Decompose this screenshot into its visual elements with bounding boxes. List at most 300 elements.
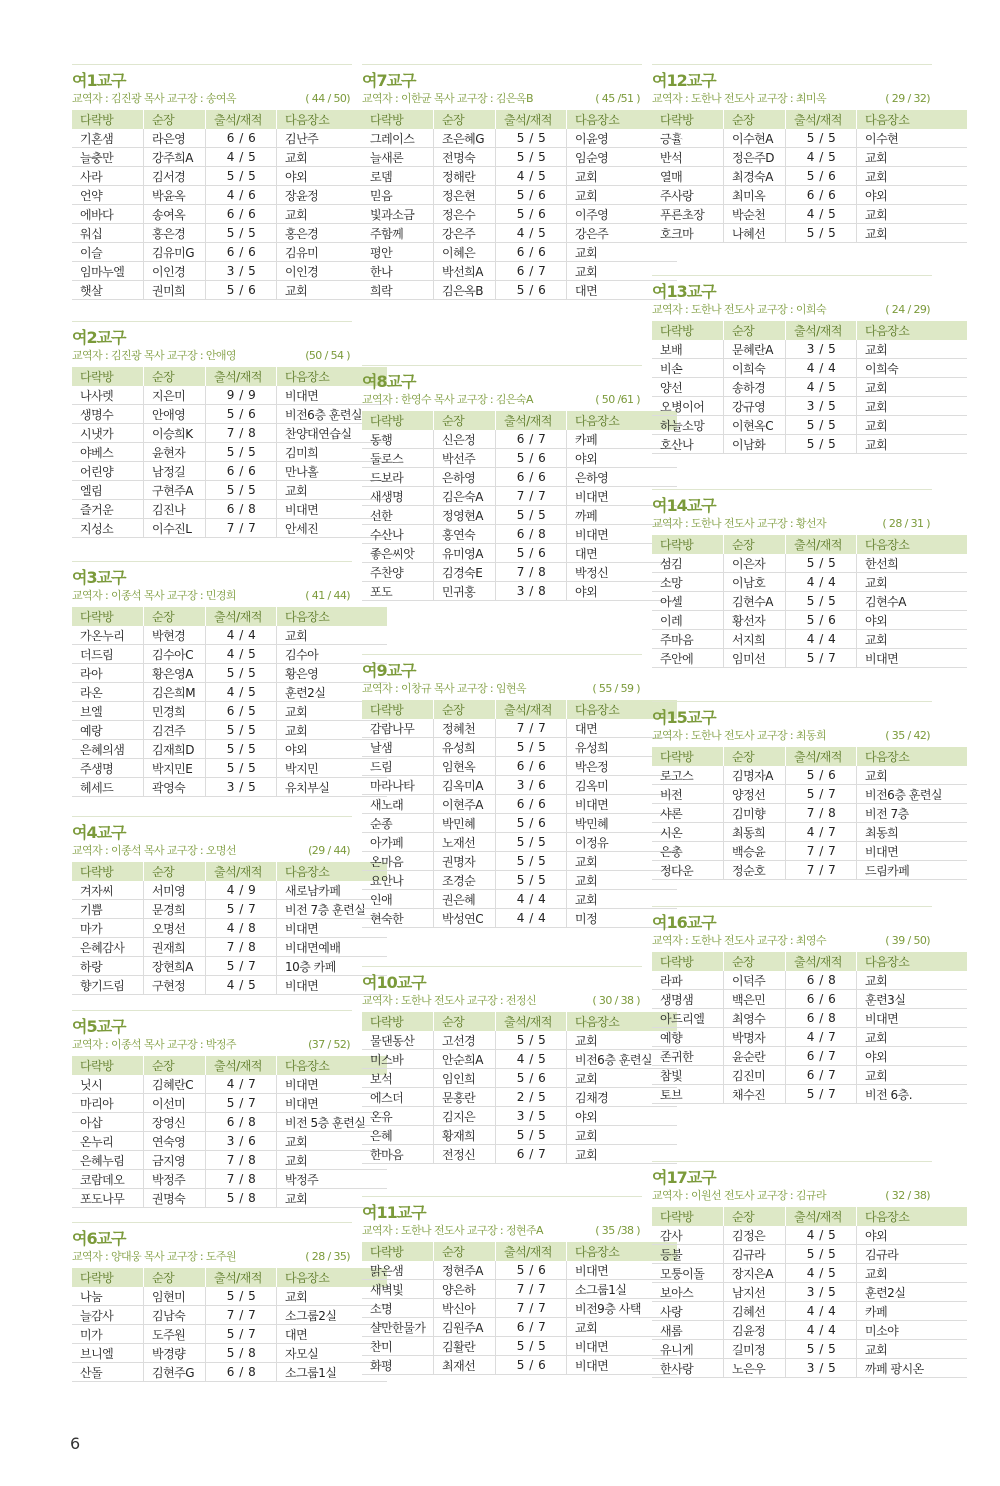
next-place-cell: 야외 (567, 1107, 678, 1126)
column-header: 순장 (434, 110, 496, 129)
leader-cell: 김정은 (724, 1226, 786, 1245)
attendance-cell: 4 / 5 (786, 378, 857, 397)
attendance-cell: 4 / 4 (786, 1302, 857, 1321)
district-block (652, 906, 932, 1104)
leader-cell: 홍은경 (144, 224, 206, 243)
table-row (72, 778, 387, 797)
group-name-cell: 마라나타 (362, 776, 434, 795)
group-name-cell: 사라 (72, 167, 144, 186)
group-name-cell: 선한 (362, 506, 434, 525)
divider (72, 1222, 352, 1223)
district-staff: 교역자 : 이종석 목사 교구장 : 오명선 (72, 844, 236, 857)
leader-cell: 유성희 (434, 738, 496, 757)
next-place-cell: 교회 (857, 397, 968, 416)
attendance-cell: 5 / 5 (206, 167, 277, 186)
district-info (652, 1189, 932, 1203)
district-staff: 교역자 : 이종석 목사 교구장 : 민경희 (72, 589, 236, 602)
leader-cell: 박선희A (434, 262, 496, 281)
district-table (362, 1242, 677, 1375)
group-name-cell: 온누리 (72, 1132, 144, 1151)
attendance-cell: 5 / 5 (496, 833, 567, 852)
next-place-cell: 은하영 (567, 468, 678, 487)
attendance-cell: 5 / 5 (496, 129, 567, 148)
next-place-cell: 황은영 (277, 664, 388, 683)
group-name-cell: 산돌 (72, 1363, 144, 1382)
leader-cell: 박선주 (434, 449, 496, 468)
column-header: 다락방 (652, 747, 724, 766)
next-place-cell: 교회 (857, 1340, 968, 1359)
group-name-cell: 유니게 (652, 1340, 724, 1359)
leader-cell: 이남화 (724, 435, 786, 454)
column-header: 순장 (434, 1242, 496, 1261)
table-row (362, 1318, 677, 1337)
group-name-cell: 햇살 (72, 281, 144, 300)
column-header: 다음장소 (857, 952, 968, 971)
district-info (72, 844, 352, 858)
table-row (652, 1028, 967, 1047)
leader-cell: 김은숙A (434, 487, 496, 506)
table-row (652, 359, 967, 378)
group-name-cell: 한마음 (362, 1145, 434, 1164)
column-header: 순장 (724, 952, 786, 971)
leader-cell: 이덕주 (724, 971, 786, 990)
group-name-cell: 소명 (362, 1299, 434, 1318)
leader-cell: 박민혜 (434, 814, 496, 833)
district-staff: 교역자 : 양대웅 목사 교구장 : 도주원 (72, 1250, 236, 1263)
next-place-cell: 안세진 (277, 519, 388, 538)
next-place-cell: 훈련2실 (277, 683, 388, 702)
next-place-cell: 김미희 (277, 443, 388, 462)
table-row (72, 721, 387, 740)
next-place-cell: 교회 (277, 148, 388, 167)
group-name-cell: 코람데오 (72, 1170, 144, 1189)
group-name-cell: 한나 (362, 262, 434, 281)
attendance-cell: 6 / 6 (206, 129, 277, 148)
district-block (72, 816, 366, 995)
column-header: 출석/재적 (496, 110, 567, 129)
leader-cell: 이선미 (144, 1094, 206, 1113)
group-name-cell: 아삽 (72, 1113, 144, 1132)
table-row (652, 573, 967, 592)
table-row (72, 645, 387, 664)
group-name-cell: 주안에 (652, 649, 724, 668)
group-name-cell: 지성소 (72, 519, 144, 538)
group-name-cell: 사랑 (652, 1302, 724, 1321)
district-block (362, 1196, 642, 1375)
attendance-ratio: ( 55 / 59 ) (592, 682, 640, 695)
attendance-cell: 5 / 8 (206, 1344, 277, 1363)
district-title: 여3교구 (72, 568, 126, 587)
leader-cell: 이현주A (434, 795, 496, 814)
next-place-cell: 소그룹1실 (567, 1280, 678, 1299)
leader-cell: 김진미 (724, 1066, 786, 1085)
attendance-cell: 6 / 5 (206, 702, 277, 721)
leader-cell: 박윤옥 (144, 186, 206, 205)
district-table (652, 535, 967, 668)
divider (72, 816, 352, 817)
next-place-cell: 대면 (567, 719, 678, 738)
table-row (652, 611, 967, 630)
district-block (652, 701, 943, 880)
next-place-cell: 교회 (567, 243, 678, 262)
leader-cell: 민경희 (144, 702, 206, 721)
divider (362, 64, 642, 65)
attendance-cell: 5 / 5 (206, 721, 277, 740)
attendance-cell: 4 / 5 (786, 1226, 857, 1245)
table-row (362, 1299, 677, 1318)
leader-cell: 김수아C (144, 645, 206, 664)
leader-cell: 김재희D (144, 740, 206, 759)
next-place-cell: 야외 (857, 186, 968, 205)
next-place-cell: 까페 (567, 506, 678, 525)
table-row (652, 129, 967, 148)
group-name-cell: 믿음 (362, 186, 434, 205)
next-place-cell: 비전 7층 훈련실 (277, 900, 388, 919)
attendance-ratio: ( 39 / 50) (885, 934, 930, 947)
leader-cell: 정영현A (434, 506, 496, 525)
attendance-ratio: ( 28 / 35) (305, 1250, 350, 1263)
district-title: 여16교구 (652, 913, 716, 932)
attendance-cell: 7 / 7 (786, 861, 857, 880)
leader-cell: 전명숙 (434, 148, 496, 167)
attendance-cell: 5 / 5 (206, 224, 277, 243)
next-place-cell: 교회 (857, 1066, 968, 1085)
leader-cell: 박현경 (144, 626, 206, 645)
table-row (362, 563, 677, 582)
next-place-cell: 박은정 (567, 757, 678, 776)
leader-cell: 백은민 (724, 990, 786, 1009)
next-place-cell: 교회 (857, 435, 968, 454)
next-place-cell: 야외 (567, 582, 678, 601)
attendance-cell: 3 / 5 (786, 397, 857, 416)
district-staff: 교역자 : 이종석 목사 교구장 : 박정주 (72, 1038, 236, 1051)
next-place-cell: 카페 (567, 430, 678, 449)
group-name-cell: 임마누엘 (72, 262, 144, 281)
group-name-cell: 미가 (72, 1325, 144, 1344)
column-header: 출석/재적 (206, 607, 277, 626)
divider (652, 275, 932, 276)
attendance-ratio: ( 29 / 32) (885, 92, 930, 105)
group-name-cell: 나눔 (72, 1287, 144, 1306)
group-name-cell: 샤론 (652, 804, 724, 823)
column-header: 다락방 (652, 535, 724, 554)
next-place-cell: 교회 (567, 890, 678, 909)
next-place-cell: 박정신 (567, 563, 678, 582)
attendance-cell: 4 / 7 (206, 1075, 277, 1094)
next-place-cell: 비대면 (857, 842, 968, 861)
attendance-cell: 5 / 8 (206, 1189, 277, 1208)
next-place-cell: 교회 (567, 1126, 678, 1145)
column-header: 다음장소 (277, 862, 388, 881)
leader-cell: 박지민E (144, 759, 206, 778)
column-header: 순장 (724, 1207, 786, 1226)
leader-cell: 오명선 (144, 919, 206, 938)
attendance-cell: 9 / 9 (206, 386, 277, 405)
divider (362, 1196, 642, 1197)
attendance-cell: 5 / 6 (496, 1261, 567, 1280)
leader-cell: 고선경 (434, 1031, 496, 1050)
table-header (362, 1012, 677, 1031)
district-table (72, 1268, 387, 1382)
column-header: 순장 (144, 1056, 206, 1075)
table-row (72, 759, 387, 778)
column-header: 다락방 (652, 110, 724, 129)
leader-cell: 권재희 (144, 938, 206, 957)
table-header (72, 607, 387, 626)
attendance-cell: 5 / 7 (786, 785, 857, 804)
leader-cell: 구현정 (144, 976, 206, 995)
next-place-cell: 교회 (857, 167, 968, 186)
leader-cell: 권미희 (144, 281, 206, 300)
table-row (362, 1145, 677, 1164)
group-name-cell: 마리아 (72, 1094, 144, 1113)
attendance-cell: 5 / 6 (496, 281, 567, 300)
district-table (72, 1056, 387, 1208)
table-row (652, 1226, 967, 1245)
attendance-cell: 6 / 7 (496, 430, 567, 449)
table-row (362, 224, 677, 243)
attendance-cell: 7 / 8 (206, 424, 277, 443)
next-place-cell: 교회 (857, 971, 968, 990)
attendance-cell: 6 / 7 (496, 1318, 567, 1337)
table-row (652, 397, 967, 416)
district-table (362, 110, 677, 300)
table-header (652, 535, 967, 554)
table-row (72, 1363, 387, 1382)
table-row (362, 1126, 677, 1145)
leader-cell: 최동희 (724, 823, 786, 842)
next-place-cell: 김수아 (277, 645, 388, 664)
leader-cell: 연숙영 (144, 1132, 206, 1151)
group-name-cell: 기쁨 (72, 900, 144, 919)
attendance-cell: 4 / 7 (786, 823, 857, 842)
group-name-cell: 에스더 (362, 1088, 434, 1107)
attendance-cell: 5 / 5 (206, 481, 277, 500)
table-row (72, 1113, 387, 1132)
leader-cell: 김윤정 (724, 1321, 786, 1340)
attendance-cell: 6 / 7 (786, 1047, 857, 1066)
column-header: 다음장소 (567, 700, 678, 719)
divider (72, 1010, 352, 1011)
leader-cell: 김현수A (724, 592, 786, 611)
column-header: 순장 (724, 321, 786, 340)
table-row (362, 525, 677, 544)
attendance-cell: 5 / 5 (786, 1245, 857, 1264)
next-place-cell: 박정주 (277, 1170, 388, 1189)
district-info (72, 1250, 352, 1264)
attendance-cell: 6 / 6 (786, 186, 857, 205)
attendance-cell: 6 / 8 (206, 500, 277, 519)
leader-cell: 이현옥C (724, 416, 786, 435)
table-row (72, 262, 387, 281)
leader-cell: 김지은 (434, 1107, 496, 1126)
next-place-cell: 비대면 (277, 919, 388, 938)
column-header: 다음장소 (567, 1242, 678, 1261)
group-name-cell: 소망 (652, 573, 724, 592)
next-place-cell: 교회 (857, 630, 968, 649)
group-name-cell: 포도 (362, 582, 434, 601)
district-staff: 교역자 : 도한나 전도사 교구장 : 이희숙 (652, 303, 826, 316)
district-staff: 교역자 : 김진광 목사 교구장 : 안애영 (72, 349, 236, 362)
next-place-cell: 비전6층 훈련실 (857, 785, 968, 804)
attendance-cell: 4 / 4 (786, 630, 857, 649)
district-info (72, 92, 352, 106)
leader-cell: 민귀홍 (434, 582, 496, 601)
table-header (652, 747, 967, 766)
leader-cell: 박신아 (434, 1299, 496, 1318)
group-name-cell: 에바다 (72, 205, 144, 224)
table-row (72, 1132, 387, 1151)
table-row (652, 842, 967, 861)
next-place-cell: 유성희 (567, 738, 678, 757)
table-header (72, 367, 387, 386)
next-place-cell: 교회 (277, 721, 388, 740)
group-name-cell: 드림 (362, 757, 434, 776)
next-place-cell: 만나홀 (277, 462, 388, 481)
leader-cell: 송하경 (724, 378, 786, 397)
district-info (652, 934, 932, 948)
column-header: 다음장소 (567, 110, 678, 129)
table-row (652, 205, 967, 224)
next-place-cell: 미정 (567, 909, 678, 928)
next-place-cell: 교회 (567, 167, 678, 186)
next-place-cell: 소그룹2실 (277, 1306, 388, 1325)
table-row (72, 957, 387, 976)
next-place-cell: 한선희 (857, 554, 968, 573)
group-name-cell: 주마음 (652, 630, 724, 649)
attendance-cell: 3 / 6 (496, 776, 567, 795)
district-title: 여15교구 (652, 708, 716, 727)
table-row (72, 976, 387, 995)
attendance-cell: 6 / 8 (496, 525, 567, 544)
attendance-cell: 5 / 5 (786, 435, 857, 454)
table-row (72, 919, 387, 938)
column-header: 다음장소 (857, 747, 968, 766)
group-name-cell: 기혼샘 (72, 129, 144, 148)
next-place-cell: 까페 팡시온 (857, 1359, 968, 1378)
district-title: 여5교구 (72, 1017, 126, 1036)
divider (652, 906, 932, 907)
divider (652, 701, 932, 702)
table-header (652, 110, 967, 129)
table-row (652, 224, 967, 243)
next-place-cell: 임순영 (567, 148, 678, 167)
attendance-cell: 4 / 5 (786, 205, 857, 224)
group-name-cell: 생명샘 (652, 990, 724, 1009)
next-place-cell: 최동희 (857, 823, 968, 842)
leader-cell: 구현주A (144, 481, 206, 500)
column-header: 다음장소 (857, 321, 968, 340)
district-staff: 교역자 : 도한나 전도사 교구장 : 최영수 (652, 934, 826, 947)
table-row (652, 148, 967, 167)
group-name-cell: 등불 (652, 1245, 724, 1264)
column-header: 출석/재적 (786, 952, 857, 971)
table-row (72, 186, 387, 205)
leader-cell: 도주원 (144, 1325, 206, 1344)
table-row (652, 1340, 967, 1359)
district-table (72, 110, 387, 300)
leader-cell: 양은하 (434, 1280, 496, 1299)
leader-cell: 이희숙 (724, 359, 786, 378)
attendance-cell: 3 / 5 (206, 778, 277, 797)
district-staff: 교역자 : 이원선 전도사 교구장 : 김규라 (652, 1189, 826, 1202)
attendance-cell: 5 / 6 (496, 186, 567, 205)
group-name-cell: 모퉁이돌 (652, 1264, 724, 1283)
next-place-cell: 교회 (277, 481, 388, 500)
attendance-cell: 6 / 8 (206, 1113, 277, 1132)
next-place-cell: 비전 7층 (857, 804, 968, 823)
group-name-cell: 헤세드 (72, 778, 144, 797)
group-name-cell: 비전 (652, 785, 724, 804)
group-name-cell: 라파 (652, 971, 724, 990)
group-name-cell: 시온 (652, 823, 724, 842)
attendance-cell: 6 / 8 (786, 1009, 857, 1028)
leader-cell: 박명자 (724, 1028, 786, 1047)
group-name-cell: 미스바 (362, 1050, 434, 1069)
attendance-cell: 5 / 5 (496, 1126, 567, 1145)
next-place-cell: 교회 (277, 1189, 388, 1208)
group-name-cell: 보배 (652, 340, 724, 359)
leader-cell: 권은혜 (434, 890, 496, 909)
table-row (362, 487, 677, 506)
next-place-cell: 김유미 (277, 243, 388, 262)
leader-cell: 임현옥 (434, 757, 496, 776)
group-name-cell: 드보라 (362, 468, 434, 487)
attendance-cell: 6 / 6 (496, 757, 567, 776)
table-row (362, 1356, 677, 1375)
group-name-cell: 어린양 (72, 462, 144, 481)
leader-cell: 최경숙A (724, 167, 786, 186)
leader-cell: 이승희K (144, 424, 206, 443)
next-place-cell: 이희숙 (857, 359, 968, 378)
table-row (72, 1287, 387, 1306)
table-row (72, 702, 387, 721)
group-name-cell: 나사렛 (72, 386, 144, 405)
group-name-cell: 아드리엘 (652, 1009, 724, 1028)
table-row (652, 592, 967, 611)
leader-cell: 조은혜G (434, 129, 496, 148)
attendance-cell: 4 / 5 (206, 148, 277, 167)
column-header: 다음장소 (857, 1207, 968, 1226)
attendance-ratio: ( 45 /51 ) (595, 92, 640, 105)
column-header: 다음장소 (567, 411, 678, 430)
table-row (362, 544, 677, 563)
leader-cell: 김혜선 (724, 1302, 786, 1321)
table-row (72, 424, 387, 443)
group-name-cell: 한사랑 (652, 1359, 724, 1378)
table-row (362, 506, 677, 525)
attendance-cell: 5 / 6 (496, 449, 567, 468)
group-name-cell: 보석 (362, 1069, 434, 1088)
attendance-cell: 6 / 6 (206, 243, 277, 262)
attendance-cell: 6 / 8 (206, 1363, 277, 1382)
column-header: 다음장소 (277, 1268, 388, 1287)
next-place-cell: 미소야 (857, 1321, 968, 1340)
next-place-cell: 자모실 (277, 1344, 388, 1363)
table-row (652, 340, 967, 359)
table-row (72, 243, 387, 262)
district-table (72, 367, 387, 538)
column-header: 순장 (724, 110, 786, 129)
leader-cell: 남지선 (724, 1283, 786, 1302)
next-place-cell: 이인경 (277, 262, 388, 281)
attendance-cell: 5 / 7 (206, 1094, 277, 1113)
table-row (362, 1088, 677, 1107)
table-row (652, 649, 967, 668)
leader-cell: 장영신 (144, 1113, 206, 1132)
attendance-cell: 6 / 7 (496, 1145, 567, 1164)
leader-cell: 정은주D (724, 148, 786, 167)
